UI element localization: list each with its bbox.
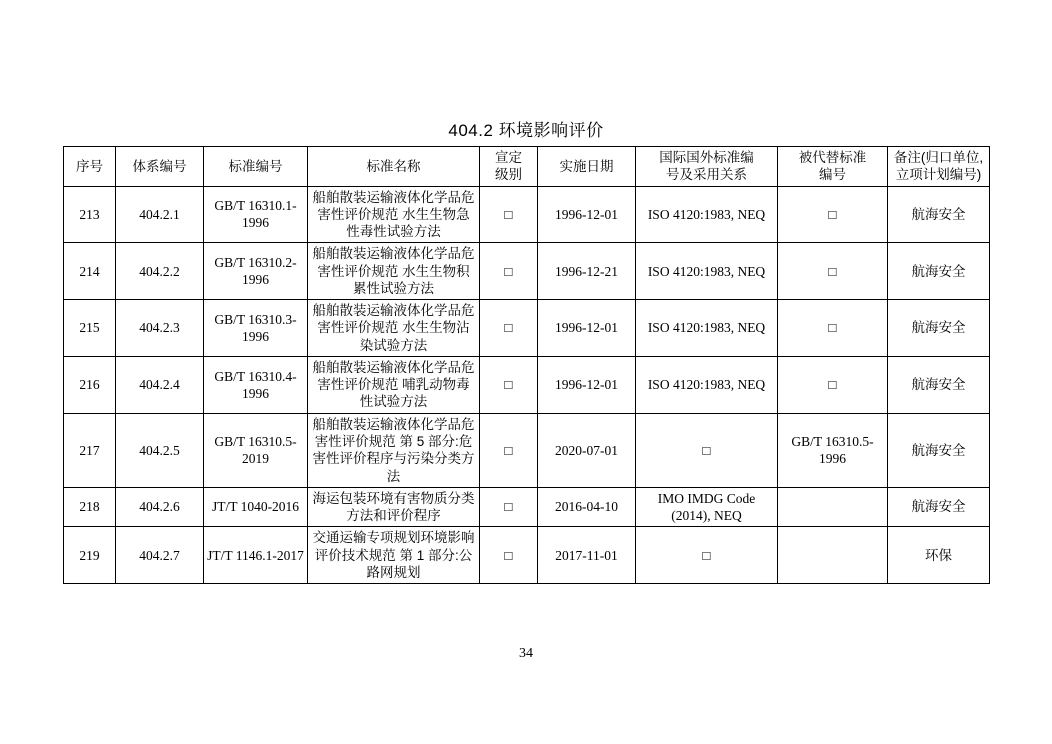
cell-level: □ <box>480 356 538 413</box>
header-remarks-line2: 立项计划编号) <box>895 167 982 183</box>
cell-name: 交通运输专项规划环境影响评价技术规范 第 1 部分:公路网规划 <box>308 527 480 584</box>
cell-seq: 216 <box>64 356 116 413</box>
cell-date: 2020-07-01 <box>538 413 636 487</box>
cell-system: 404.2.5 <box>116 413 204 487</box>
cell-system: 404.2.1 <box>116 186 204 243</box>
header-replaced-standard <box>778 147 888 187</box>
cell-intl: ISO 4120:1983, NEQ <box>636 300 778 357</box>
cell-note: 航海安全 <box>888 243 990 300</box>
cell-name: 船舶散装运输液体化学品危害性评价规范 第 5 部分:危害性评价程序与污染分类方法 <box>308 413 480 487</box>
cell-date: 2016-04-10 <box>538 487 636 527</box>
table-row <box>64 356 990 413</box>
cell-system: 404.2.2 <box>116 243 204 300</box>
cell-intl: □ <box>636 413 778 487</box>
cell-date: 1996-12-01 <box>538 300 636 357</box>
cell-replaced <box>778 487 888 527</box>
table-row <box>64 527 990 584</box>
cell-seq: 217 <box>64 413 116 487</box>
table-header-row <box>64 147 990 187</box>
cell-name: 船舶散装运输液体化学品危害性评价规范 水生生物急性毒性试验方法 <box>308 186 480 243</box>
cell-date: 2017-11-01 <box>538 527 636 584</box>
header-level-line2: 级别 <box>495 167 522 183</box>
cell-intl: IMO IMDG Code (2014), NEQ <box>636 487 778 527</box>
page-number: 34 <box>519 646 533 661</box>
cell-system: 404.2.7 <box>116 527 204 584</box>
cell-number: JT/T 1040-2016 <box>204 487 308 527</box>
cell-system: 404.2.6 <box>116 487 204 527</box>
cell-replaced: □ <box>778 300 888 357</box>
table-row <box>64 413 990 487</box>
cell-intl: ISO 4120:1983, NEQ <box>636 356 778 413</box>
cell-note: 环保 <box>888 527 990 584</box>
cell-intl: ISO 4120:1983, NEQ <box>636 243 778 300</box>
header-standard-name: 标准名称 <box>308 147 480 187</box>
cell-number: GB/T 16310.2-1996 <box>204 243 308 300</box>
table-row <box>64 487 990 527</box>
page-title: 404.2 环境影响评价 <box>448 121 604 140</box>
cell-seq: 219 <box>64 527 116 584</box>
cell-level: □ <box>480 300 538 357</box>
cell-note: 航海安全 <box>888 487 990 527</box>
cell-level: □ <box>480 186 538 243</box>
cell-date: 1996-12-21 <box>538 243 636 300</box>
cell-number: GB/T 16310.1-1996 <box>204 186 308 243</box>
cell-replaced: □ <box>778 356 888 413</box>
cell-replaced <box>778 527 888 584</box>
cell-date: 1996-12-01 <box>538 186 636 243</box>
header-system-number: 体系编号 <box>116 147 204 187</box>
cell-name: 船舶散装运输液体化学品危害性评价规范 水生生物沾染试验方法 <box>308 300 480 357</box>
table-row <box>64 300 990 357</box>
header-seq: 序号 <box>64 147 116 187</box>
cell-name: 海运包装环境有害物质分类方法和评价程序 <box>308 487 480 527</box>
cell-number: GB/T 16310.3-1996 <box>204 300 308 357</box>
header-effective-date: 实施日期 <box>538 147 636 187</box>
header-replaced-line1: 被代替标准 <box>798 150 867 165</box>
cell-replaced: GB/T 16310.5-1996 <box>778 413 888 487</box>
cell-date: 1996-12-01 <box>538 356 636 413</box>
header-remarks-line1: 备注(归口单位, <box>893 150 984 165</box>
cell-note: 航海安全 <box>888 413 990 487</box>
cell-name: 船舶散装运输液体化学品危害性评价规范 哺乳动物毒性试验方法 <box>308 356 480 413</box>
cell-replaced: □ <box>778 186 888 243</box>
table-row <box>64 243 990 300</box>
cell-level: □ <box>480 413 538 487</box>
header-international-line2: 号及采用关系 <box>666 167 747 183</box>
header-level-line1: 宣定 <box>495 150 522 165</box>
header-international-standard <box>636 147 778 187</box>
cell-intl: ISO 4120:1983, NEQ <box>636 186 778 243</box>
cell-note: 航海安全 <box>888 356 990 413</box>
cell-name: 船舶散装运输液体化学品危害性评价规范 水生生物积累性试验方法 <box>308 243 480 300</box>
cell-level: □ <box>480 487 538 527</box>
cell-seq: 214 <box>64 243 116 300</box>
header-replaced-line2: 编号 <box>819 167 846 183</box>
standards-table <box>63 146 990 584</box>
cell-level: □ <box>480 527 538 584</box>
table-row <box>64 186 990 243</box>
cell-note: 航海安全 <box>888 300 990 357</box>
cell-seq: 213 <box>64 186 116 243</box>
cell-number: GB/T 16310.4-1996 <box>204 356 308 413</box>
header-remarks <box>888 147 990 187</box>
header-international-line1: 国际国外标准编 <box>659 150 754 165</box>
cell-note: 航海安全 <box>888 186 990 243</box>
header-standard-number: 标准编号 <box>204 147 308 187</box>
cell-seq: 215 <box>64 300 116 357</box>
header-level <box>480 147 538 187</box>
cell-replaced: □ <box>778 243 888 300</box>
cell-number: JT/T 1146.1-2017 <box>204 527 308 584</box>
cell-seq: 218 <box>64 487 116 527</box>
cell-level: □ <box>480 243 538 300</box>
cell-number: GB/T 16310.5-2019 <box>204 413 308 487</box>
cell-intl: □ <box>636 527 778 584</box>
cell-system: 404.2.4 <box>116 356 204 413</box>
cell-system: 404.2.3 <box>116 300 204 357</box>
